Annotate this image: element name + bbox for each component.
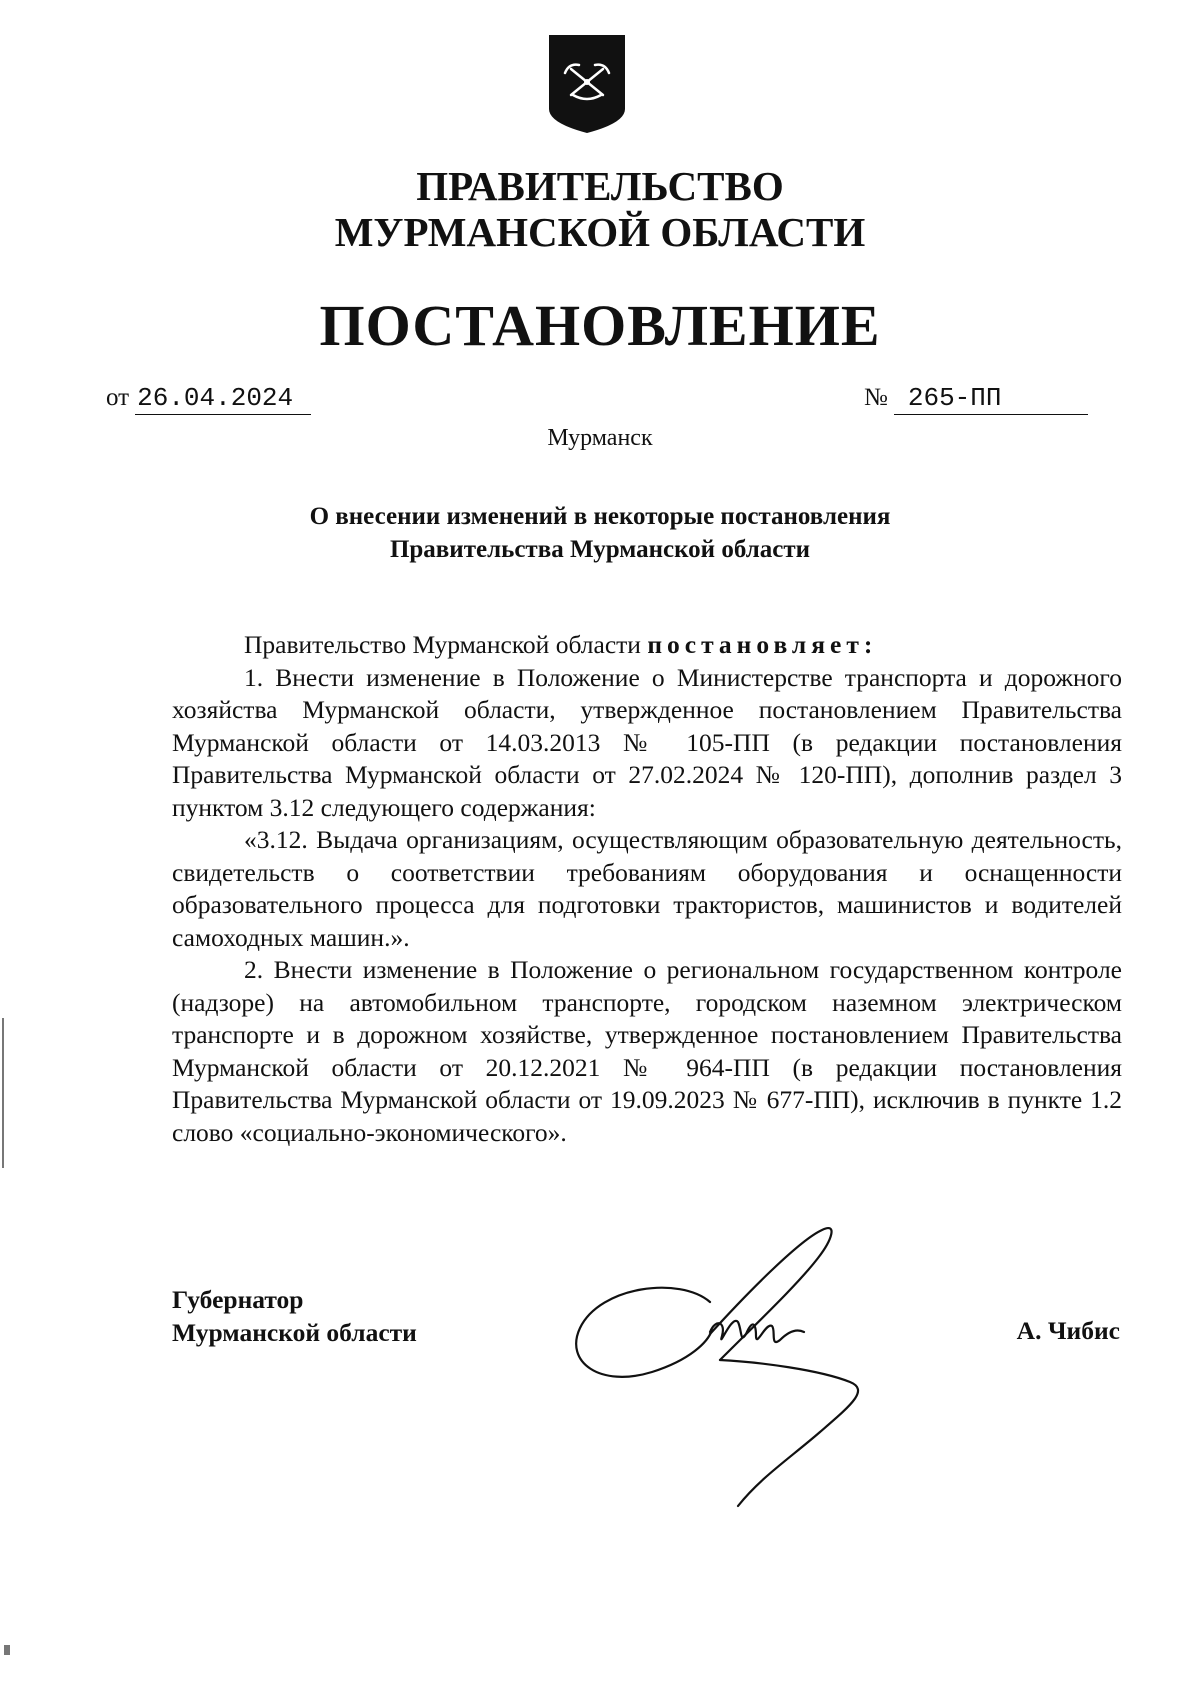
signatory-name: А. Чибис [1016, 1316, 1120, 1345]
date-prefix: от [106, 384, 130, 411]
handwritten-signature-icon [560, 1210, 920, 1510]
preamble [172, 629, 1122, 662]
preamble-text: Правительство Мурманской области [244, 630, 648, 659]
coat-of-arms-icon [547, 33, 627, 135]
decree-word: постановляет: [647, 630, 878, 659]
scan-mark [4, 1645, 10, 1655]
item-2: 2. Внести изменение в Положение о региональном государственном контроле (надзоре) на автомобильном транспорте, городском наземном электрическом транспорте и в дорожном хозяйстве, утвержденное постановлением Правительства Мурманской области от 20.12.2021 № 964-ПП (в редакции постановления Правительства Мурманской области от 19.09.2023 № 677-ПП), исключив в пункте 1.2 слово «социально-экономического». [172, 955, 1122, 1147]
date-line [106, 383, 311, 415]
item-1: 1. Внести изменение в Положение о Министерстве транспорта и дорожного хозяйства Мурманской области, утвержденное постановлением Правительства Мурманской области от 14.03.2013 № 105-ПП (в редакции постановления Правительства Мурманской области от 27.02.2024 № 120-ПП), дополнив раздел 3 пунктом 3.12 следующего содержания: [172, 662, 1122, 822]
document-body [172, 629, 1122, 1149]
number-prefix: № [864, 384, 888, 411]
document-type: ПОСТАНОВЛЕНИЕ [319, 293, 881, 358]
document-subject [200, 500, 1000, 566]
signatory-position [172, 1283, 417, 1349]
scan-mark [2, 1018, 4, 1168]
city: Мурманск [547, 425, 653, 451]
signatory-position-line1: Губернатор [172, 1285, 304, 1314]
government-name [200, 163, 1000, 255]
subject-line2: Правительства Мурманской области [389, 536, 811, 563]
document-date: 26.04.2024 [135, 383, 311, 415]
government-name-line2: МУРМАНСКОЙ ОБЛАСТИ [334, 209, 866, 255]
government-name-line1: ПРАВИТЕЛЬСТВО [416, 163, 784, 209]
document-number: 265-ПП [894, 383, 1088, 415]
subject-line1: О внесении изменений в некоторые постановления [309, 503, 891, 530]
signatory-position-line2: Мурманской области [172, 1318, 417, 1347]
item-1-quote: «3.12. Выдача организациям, осуществляющим образовательную деятельность, свидетельств о соответствии требованиям оборудования и оснащенности образовательного процесса для подготовки трактористов, машинистов и водителей самоходных машин.». [172, 825, 1122, 952]
number-line [864, 383, 1088, 415]
